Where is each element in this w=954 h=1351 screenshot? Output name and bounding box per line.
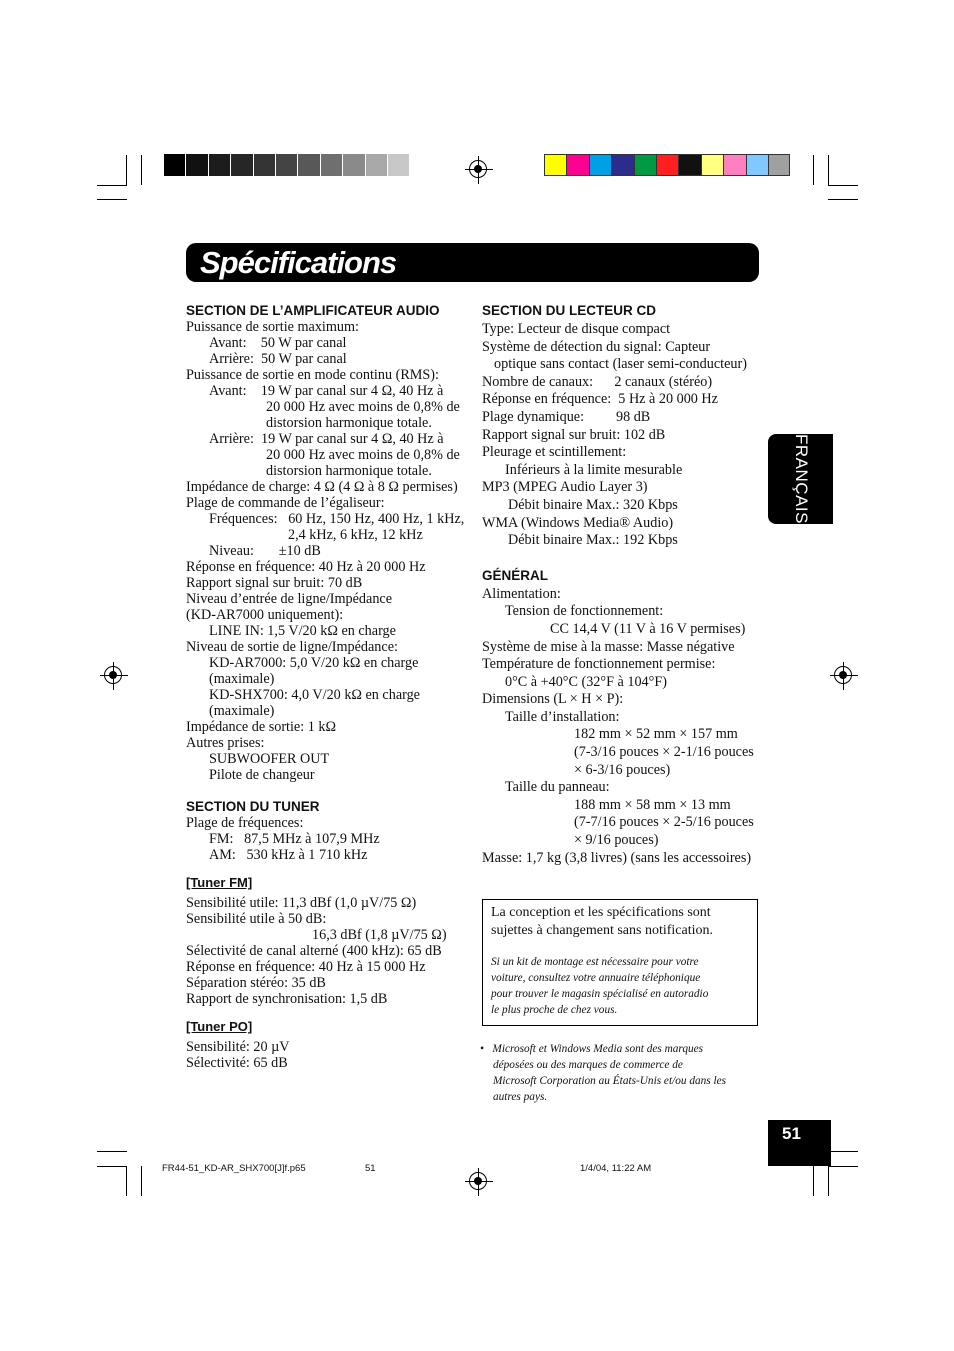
title-banner — [186, 243, 759, 282]
grayscale-color-bar — [164, 154, 433, 176]
color-swatch — [164, 154, 186, 176]
spec-line: KD-SHX700: 4,0 V/20 kΩ en charge — [209, 687, 420, 703]
color-swatch — [388, 154, 410, 176]
spec-line: Type: Lecteur de disque compact — [482, 321, 671, 337]
spec-line: (maximale) — [209, 671, 275, 687]
registration-mark-icon — [469, 160, 487, 178]
spec-line: Sélectivité: 65 dB — [186, 1055, 288, 1071]
spec-line: distorsion harmonique totale. — [266, 415, 432, 431]
spec-line: MP3 (MPEG Audio Layer 3) — [482, 479, 648, 496]
spec-line: Puissance de sortie maximum: — [186, 319, 359, 335]
footer-filename: FR44-51_KD-AR_SHX700[J]f.p65 — [162, 1163, 306, 1174]
spec-line: Avant: 19 W par canal sur 4 Ω, 40 Hz à — [209, 383, 444, 399]
spec-line: Plage dynamique: 98 dB — [482, 408, 651, 425]
spec-line: SUBWOOFER OUT — [209, 751, 330, 767]
spec-line: Avant: 50 W par canal — [209, 335, 347, 351]
color-swatch — [566, 154, 588, 176]
spec-line: Impédance de charge: 4 Ω (4 Ω à 8 Ω permises) — [186, 479, 458, 495]
cd-spec-list — [482, 321, 767, 550]
color-swatch — [254, 154, 276, 176]
notice-box — [482, 899, 758, 1026]
process-color-bar — [544, 154, 790, 176]
crop-mark — [126, 155, 127, 185]
spec-line: × 9/16 pouces) — [574, 832, 659, 849]
color-swatch — [746, 154, 768, 176]
spec-line: FM: 87,5 MHz à 107,9 MHz — [209, 831, 380, 847]
crop-mark — [828, 199, 858, 200]
spec-line: Réponse en fréquence: 40 Hz à 15 000 Hz — [186, 959, 426, 975]
crop-mark — [97, 1166, 127, 1167]
general-spec-list — [482, 586, 767, 868]
color-swatch — [723, 154, 745, 176]
color-swatch — [410, 154, 432, 176]
spec-line: (KD-AR7000 uniquement): — [186, 607, 344, 623]
spec-line: LINE IN: 1,5 V/20 kΩ en charge — [209, 623, 396, 639]
left-column — [186, 303, 471, 1071]
spec-line: × 6-3/16 pouces) — [574, 761, 671, 778]
crop-mark — [813, 1166, 814, 1196]
crop-mark — [828, 185, 858, 186]
mounting-kit-note: pour trouver le magasin spécialisé en autoradio — [491, 988, 709, 1000]
crop-mark — [828, 1166, 829, 1196]
footer-date: 1/4/04, 11:22 AM — [580, 1163, 652, 1174]
spec-line: Arrière: 50 W par canal — [209, 351, 347, 367]
color-swatch — [366, 154, 388, 176]
spec-line: Débit binaire Max.: 192 Kbps — [508, 532, 678, 549]
spec-line: distorsion harmonique totale. — [266, 463, 432, 479]
spec-line: 20 000 Hz avec moins de 0,8% de — [266, 399, 460, 415]
mounting-kit-note: Si un kit de montage est nécessaire pour votre — [491, 956, 699, 968]
subheading-tuner-fm: [Tuner FM] — [186, 875, 253, 890]
page-number-box — [768, 1120, 831, 1166]
notice-text: La conception et les spécifications sont — [491, 905, 711, 920]
spec-line: Rapport signal sur bruit: 70 dB — [186, 575, 363, 591]
spec-line: Puissance de sortie en mode continu (RMS): — [186, 367, 439, 383]
spec-line: Sensibilité: 20 µV — [186, 1039, 290, 1055]
color-swatch — [321, 154, 343, 176]
spec-line: Rapport de synchronisation: 1,5 dB — [186, 991, 388, 1007]
section-heading-cd: SECTION DU LECTEUR CD — [482, 303, 657, 318]
trademark-text: autres pays. — [493, 1091, 548, 1103]
trademark-text: Microsoft Corporation au États-Unis et/ou dans les — [493, 1075, 727, 1087]
page-title: Spécifications — [200, 245, 397, 280]
amplifier-spec-list — [186, 319, 471, 783]
spec-line: Système de mise à la masse: Masse négative — [482, 638, 735, 655]
spec-line: Réponse en fréquence: 40 Hz à 20 000 Hz — [186, 559, 426, 575]
po-spec-list — [186, 1039, 471, 1071]
spec-line: Nombre de canaux: 2 canaux (stéréo) — [482, 373, 713, 390]
registration-mark-icon — [104, 666, 122, 684]
spec-line: Sensibilité utile à 50 dB: — [186, 911, 327, 927]
spec-line: Taille du panneau: — [505, 779, 610, 796]
subheading-tuner-po: [Tuner PO] — [186, 1019, 253, 1034]
color-swatch — [634, 154, 656, 176]
mounting-kit-note: le plus proche de chez vous. — [491, 1004, 618, 1016]
spec-line: Masse: 1,7 kg (3,8 livres) (sans les accessoires) — [482, 849, 752, 866]
crop-mark — [828, 155, 829, 185]
color-swatch — [589, 154, 611, 176]
notice-text: sujettes à changement sans notification. — [491, 923, 713, 938]
spec-line: Plage de commande de l’égaliseur: — [186, 495, 385, 511]
crop-mark — [126, 1166, 127, 1196]
color-swatch — [186, 154, 208, 176]
section-heading-general: GÉNÉRAL — [482, 567, 549, 583]
spec-line: Tension de fonctionnement: — [505, 603, 664, 620]
color-swatch — [656, 154, 678, 176]
spec-line: KD-AR7000: 5,0 V/20 kΩ en charge — [209, 655, 419, 671]
registration-mark-icon — [834, 666, 852, 684]
tuner-spec-list — [186, 815, 471, 863]
spec-line: CC 14,4 V (11 V à 16 V permises) — [550, 620, 746, 637]
spec-line: 20 000 Hz avec moins de 0,8% de — [266, 447, 460, 463]
color-swatch — [678, 154, 700, 176]
color-swatch — [611, 154, 633, 176]
spec-line: Sélectivité de canal alterné (400 kHz): 65 dB — [186, 943, 442, 959]
trademark-text: déposées ou des marques de commerce de — [493, 1059, 683, 1071]
fm-spec-list — [186, 895, 471, 1007]
spec-line: Rapport signal sur bruit: 102 dB — [482, 426, 666, 443]
trademark-text: • Microsoft et Windows Media sont des marques — [480, 1043, 704, 1055]
crop-mark — [828, 1151, 858, 1152]
color-swatch — [231, 154, 253, 176]
spec-line: Débit binaire Max.: 320 Kbps — [508, 496, 678, 513]
registration-mark-icon — [469, 1172, 487, 1190]
spec-line: (7-7/16 pouces × 2-5/16 pouces — [574, 814, 754, 831]
spec-line: (maximale) — [209, 703, 275, 719]
spec-line: Dimensions (L × H × P): — [482, 691, 624, 708]
color-swatch — [343, 154, 365, 176]
spec-line: 2,4 kHz, 6 kHz, 12 kHz — [288, 527, 423, 543]
page-number: 51 — [782, 1124, 801, 1143]
spec-line: Arrière: 19 W par canal sur 4 Ω, 40 Hz à — [209, 431, 444, 447]
spec-line: 16,3 dBf (1,8 µV/75 Ω) — [312, 927, 447, 943]
right-column — [482, 303, 767, 867]
spec-line: Niveau de sortie de ligne/Impédance: — [186, 639, 398, 655]
mounting-kit-note: voiture, consultez votre annuaire téléphonique — [491, 972, 701, 984]
spec-line: Niveau: ±10 dB — [209, 543, 321, 559]
color-swatch — [276, 154, 298, 176]
spec-line: Sensibilité utile: 11,3 dBf (1,0 µV/75 Ω) — [186, 895, 417, 911]
crop-mark — [141, 1166, 142, 1196]
language-tab — [768, 434, 833, 524]
spec-line: optique sans contact (laser semi-conducteur) — [494, 356, 747, 373]
spec-line: Fréquences: 60 Hz, 150 Hz, 400 Hz, 1 kHz, — [209, 511, 465, 527]
spec-line: WMA (Windows Media® Audio) — [482, 514, 674, 531]
spec-line: Température de fonctionnement permise: — [482, 656, 716, 673]
spec-line: Impédance de sortie: 1 kΩ — [186, 719, 337, 735]
spec-line: Réponse en fréquence: 5 Hz à 20 000 Hz — [482, 391, 718, 408]
spec-line: AM: 530 kHz à 1 710 kHz — [209, 847, 368, 863]
crop-mark — [97, 185, 127, 186]
crop-mark — [97, 199, 127, 200]
spec-line: Séparation stéréo: 35 dB — [186, 975, 326, 991]
color-swatch — [768, 154, 790, 176]
trademark-note — [480, 1041, 760, 1105]
spec-line: Autres prises: — [186, 735, 265, 751]
footer-page: 51 — [365, 1163, 376, 1174]
section-heading-amplifier: SECTION DE L’AMPLIFICATEUR AUDIO — [186, 303, 440, 318]
language-label: FRANÇAIS — [791, 434, 811, 524]
spec-line: Pleurage et scintillement: — [482, 444, 627, 461]
color-swatch — [701, 154, 723, 176]
spec-line: Niveau d’entrée de ligne/Impédance — [186, 591, 393, 607]
color-swatch — [209, 154, 231, 176]
crop-mark — [97, 1151, 127, 1152]
spec-line: Inférieurs à la limite mesurable — [505, 461, 683, 478]
spec-line: Pilote de changeur — [209, 767, 315, 783]
spec-line: Plage de fréquences: — [186, 815, 304, 831]
spec-line: 182 mm × 52 mm × 157 mm — [574, 726, 738, 743]
spec-line: 188 mm × 58 mm × 13 mm — [574, 796, 731, 813]
crop-mark — [828, 1166, 858, 1167]
spec-line: (7-3/16 pouces × 2-1/16 pouces — [574, 744, 754, 761]
crop-mark — [813, 155, 814, 185]
spec-line: 0°C à +40°C (32°F à 104°F) — [505, 673, 667, 690]
section-heading-tuner: SECTION DU TUNER — [186, 799, 320, 814]
crop-mark — [141, 155, 142, 185]
color-swatch — [544, 154, 566, 176]
color-swatch — [298, 154, 320, 176]
spec-line: Taille d’installation: — [505, 708, 620, 725]
spec-line: Alimentation: — [482, 585, 561, 602]
spec-line: Système de détection du signal: Capteur — [482, 338, 711, 355]
